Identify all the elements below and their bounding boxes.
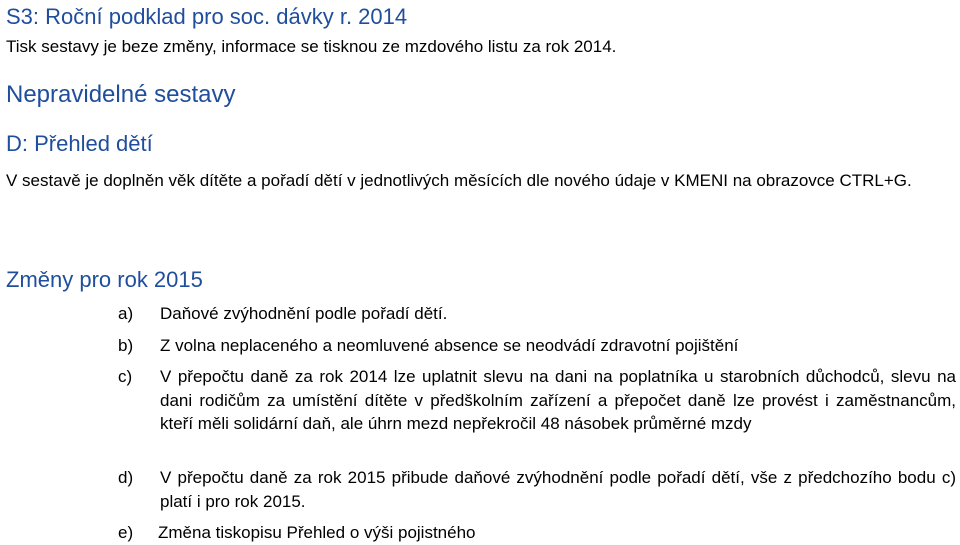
children-overview-heading: D: Přehled dětí [6,131,153,156]
list-item-text: V přepočtu daně za rok 2015 přibude daňové zvýhodnění podle pořadí dětí, vše z předchozího bodu c) platí i pro rok 2015. [160,468,956,511]
list-item-marker: d) [118,468,134,487]
list-item-text: Daňové zvýhodnění podle pořadí dětí. [160,304,448,323]
children-overview-paragraph: V sestavě je doplněn věk dítěte a pořadí dětí v jednotlivých měsících dle nového údaje v KMENI na obrazovce CTRL+G. [6,171,912,190]
list-item-marker: e) [118,523,134,542]
list-item-text: V přepočtu daně za rok 2014 lze uplatnit slevu na dani na poplatníka u starobních důchodců, slevu na dani rodičům za umístění dítěte v předškolním zařízení a přepočet daně lze provést i zaměstnancům, kteří měli solidární daň, ale úhrn mezd nepřekročil 48 násobek průměrné mzdy [160,367,956,433]
list-item-marker: a) [118,304,134,323]
list-item-text: Z volna neplaceného a neomluvené absence se neodvádí zdravotní pojištění [160,336,739,355]
list-item-marker: c) [118,367,133,386]
section-s3-heading: S3: Roční podklad pro soc. dávky r. 2014 [6,4,408,29]
irregular-reports-heading: Nepravidelné sestavy [6,81,236,108]
list-item-marker: b) [118,336,134,355]
section-s3-note: Tisk sestavy je beze změny, informace se tisknou ze mzdového listu za rok 2014. [6,37,617,56]
list-item-text: Změna tiskopisu Přehled o výši pojistného [158,523,476,542]
changes-2015-heading: Změny pro rok 2015 [6,267,203,292]
